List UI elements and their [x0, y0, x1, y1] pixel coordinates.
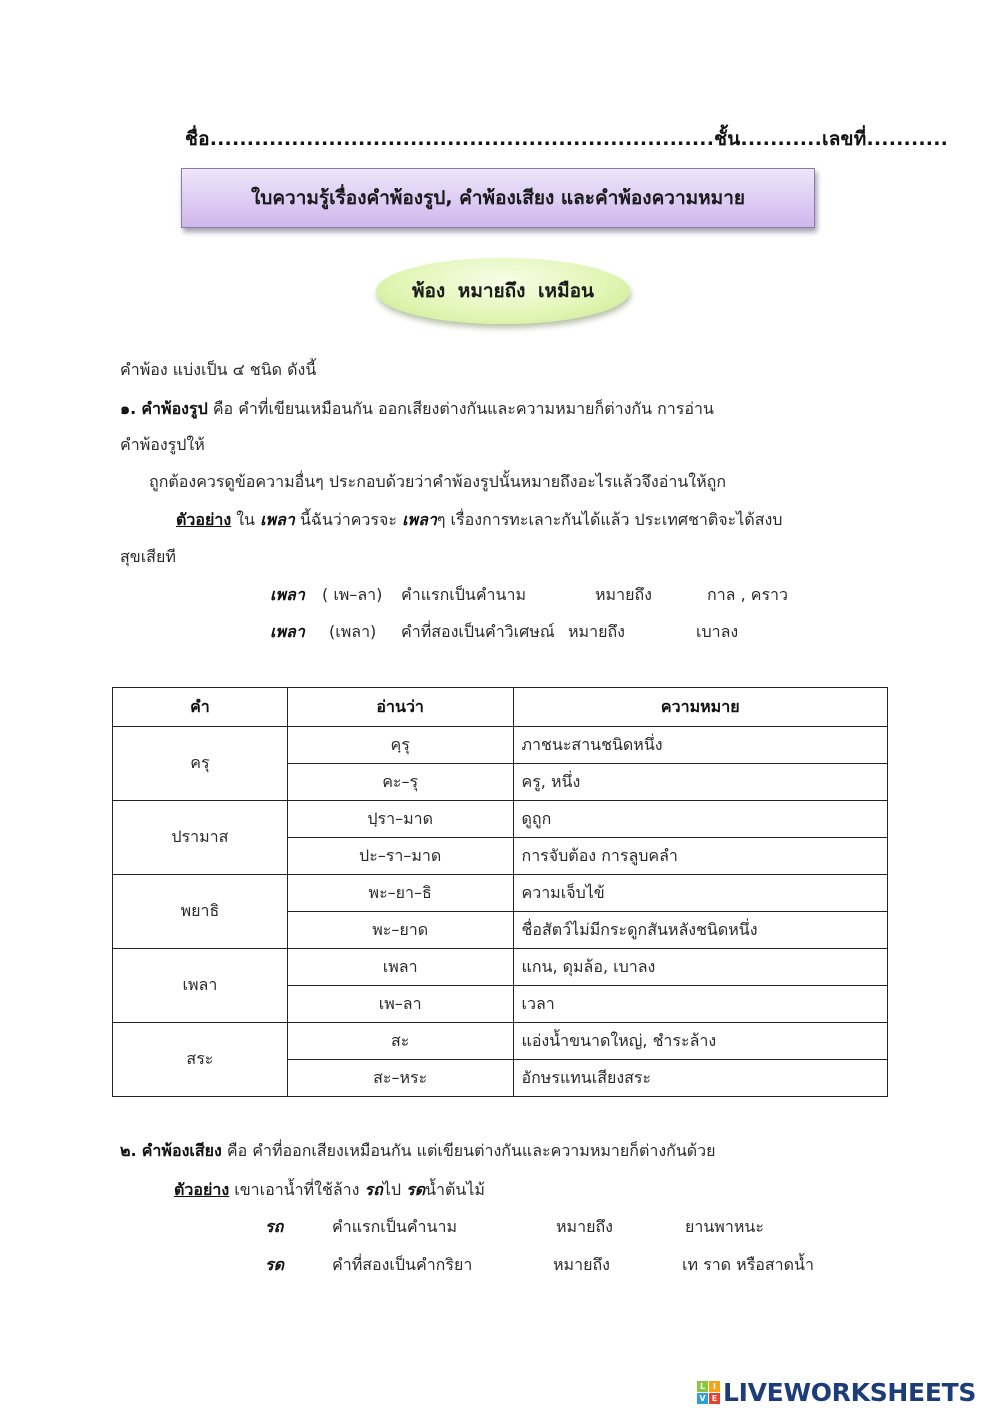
table-meaning-cell: อักษรแทนเสียงสระ [513, 1060, 888, 1097]
logo-letter-v: V [697, 1393, 708, 1404]
table-meaning-cell: แกน, ดุมล้อ, เบาลง [513, 949, 888, 986]
section2-example-sentence [174, 1178, 485, 1203]
example-means: หมายถึง [568, 622, 625, 641]
intro-text: คำพ้อง แบ่งเป็น ๔ ชนิด ดังนี้ [120, 360, 317, 379]
header-reading: อ่านว่า [287, 688, 513, 727]
table-meaning-cell: เวลา [513, 986, 888, 1023]
table-reading-cell: พะ–ยาด [287, 912, 513, 949]
section2-example-part2: ไป [382, 1180, 407, 1199]
example-reading: ( เพ–ลา) [322, 585, 383, 604]
section1-heading: คำพ้องรูป [141, 399, 208, 418]
logo-letter-l: L [697, 1381, 708, 1392]
title-banner [181, 168, 815, 228]
example-means: หมายถึง [595, 585, 652, 604]
table-row [113, 875, 888, 912]
example-word: รด [265, 1255, 284, 1274]
example-role: คำที่สองเป็นคำกริยา [332, 1255, 473, 1274]
section1-reading-note: ถูกต้องควรดูข้อความอื่นๆ ประกอบด้วยว่าคำพ้องรูปนั้นหมายถึงอะไรแล้วจึงอ่านให้ถูก [149, 472, 726, 491]
example-word: เพลา [270, 622, 305, 641]
section2-definition: คือ คำที่ออกเสียงเหมือนกัน แต่เขียนต่างกันและความหมายก็ต่างกันด้วย [221, 1141, 716, 1160]
table-reading-cell: พะ–ยา–ธิ [287, 875, 513, 912]
definition-bubble [376, 258, 630, 324]
table-reading-cell: คฺรุ [287, 727, 513, 764]
table-row [113, 801, 888, 838]
section1-example-part2: นี้ฉันว่าควรจะ [294, 510, 403, 529]
table-word-cell: ครุ [113, 727, 288, 801]
table-meaning-cell: ความเจ็บไข้ [513, 875, 888, 912]
section2-example-part1: เขาเอาน้ำที่ใช้ล้าง [229, 1180, 365, 1199]
section1-example-row [0, 583, 1000, 605]
example-meaning: เบาลง [696, 622, 739, 641]
section1-definition: คือ คำที่เขียนเหมือนกัน ออกเสียงต่างกันและความหมายก็ต่างกัน การอ่าน [207, 399, 714, 418]
section2-example-part3: น้ำต้นไม้ [425, 1180, 485, 1199]
section2-heading: คำพ้องเสียง [141, 1141, 222, 1160]
table-reading-cell: คะ–รุ [287, 764, 513, 801]
table-reading-cell: สะ–หระ [287, 1060, 513, 1097]
logo-letter-e: E [709, 1393, 720, 1404]
table-word-cell: สระ [113, 1023, 288, 1097]
table-meaning-cell: ดูถูก [513, 801, 888, 838]
section2-example-word1: รถ [364, 1180, 383, 1199]
section2-definition-line [120, 1139, 716, 1164]
name-class-number-line: ชื่อ....................................................................ชั้น...........เลขที่........... [185, 128, 949, 150]
homograph-table [112, 687, 888, 1097]
example-means: หมายถึง [556, 1217, 613, 1236]
table-row [113, 1023, 888, 1060]
table-meaning-cell: การจับต้อง การลูบคลำ [513, 838, 888, 875]
definition-bubble-text: พ้อง หมายถึง เหมือน [411, 280, 595, 302]
example-meaning: กาล , คราว [707, 585, 788, 604]
section2-example-label: ตัวอย่าง [174, 1180, 230, 1199]
table-meaning-cell: แอ่งน้ำขนาดใหญ่, ชำระล้าง [513, 1023, 888, 1060]
example-means: หมายถึง [553, 1255, 610, 1274]
logo-letter-i: I [709, 1381, 720, 1392]
example-word: เพลา [270, 585, 305, 604]
table-row [113, 727, 888, 764]
table-meaning-cell: ภาชนะสานชนิดหนึ่ง [513, 727, 888, 764]
header-word: คำ [113, 688, 288, 727]
table-row [113, 949, 888, 986]
section1-example-row [0, 620, 1000, 642]
table-word-cell: พยาธิ [113, 875, 288, 949]
table-meaning-cell: ชื่อสัตว์ไม่มีกระดูกสันหลังชนิดหนึ่ง [513, 912, 888, 949]
section1-example-part3: ๆ เรื่องการทะเลาะกันได้แล้ว ประเทศชาติจะได้สงบ [436, 510, 783, 529]
live-blocks-icon [697, 1381, 720, 1404]
section1-example-cont: สุขเสียที [120, 547, 176, 566]
section2-example-word2: รด [406, 1180, 426, 1199]
table-header-row [113, 688, 888, 727]
section2-example-row [0, 1215, 1000, 1237]
example-role: คำแรกเป็นคำนาม [332, 1217, 457, 1236]
section1-number: ๑. [120, 399, 137, 418]
example-reading: (เพลา) [329, 622, 377, 641]
logo-text: LIVEWORKSHEETS [723, 1378, 977, 1407]
section2-example-row [0, 1253, 1000, 1275]
section1-example-part1: ใน [231, 510, 261, 529]
section1-example-label: ตัวอย่าง [176, 510, 232, 529]
section1-definition-line [120, 397, 714, 422]
table-reading-cell: ปฺรา–มาด [287, 801, 513, 838]
example-role: คำที่สองเป็นคำวิเศษณ์ [401, 622, 555, 641]
section2-number: ๒. [120, 1141, 137, 1160]
section1-example-word2: เพลา [402, 510, 437, 529]
liveworksheets-logo [697, 1378, 976, 1407]
example-role: คำแรกเป็นคำนาม [401, 585, 526, 604]
table-reading-cell: เพ–ลา [287, 986, 513, 1023]
table-word-cell: ปรามาส [113, 801, 288, 875]
page-title: ใบความรู้เรื่องคำพ้องรูป, คำพ้องเสียง และคำพ้องความหมาย [250, 187, 745, 209]
example-word: รถ [265, 1217, 284, 1236]
header-meaning: ความหมาย [513, 688, 888, 727]
table-reading-cell: ปะ–รา–มาด [287, 838, 513, 875]
section1-example-sentence [176, 508, 782, 533]
table-meaning-cell: ครู, หนึ่ง [513, 764, 888, 801]
table-reading-cell: เพลา [287, 949, 513, 986]
section1-definition-cont: คำพ้องรูปให้ [120, 435, 205, 454]
example-meaning: เท ราด หรือสาดน้ำ [682, 1255, 814, 1274]
section1-example-word1: เพลา [260, 510, 295, 529]
example-meaning: ยานพาหนะ [685, 1217, 764, 1236]
table-reading-cell: สะ [287, 1023, 513, 1060]
table-word-cell: เพลา [113, 949, 288, 1023]
